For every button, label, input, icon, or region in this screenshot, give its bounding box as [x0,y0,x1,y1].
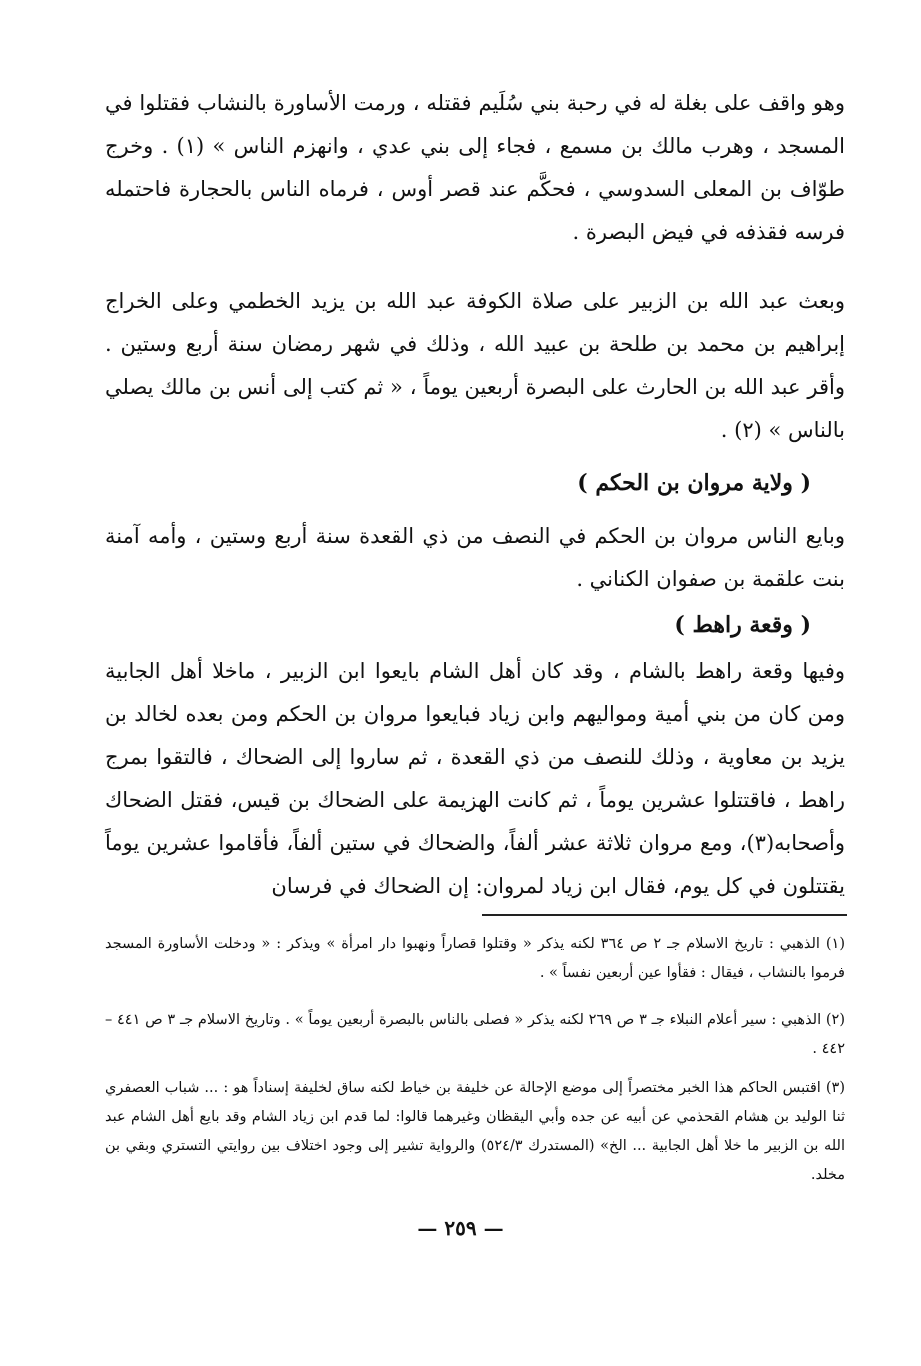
footnote-1-block [105,930,845,988]
footnote-1: (١) الذهبي : تاريخ الاسلام جـ ٢ ص ٣٦٤ لكنه يذكر « وقتلوا قصاراً ونهبوا دار امرأة » ويذكر : « ودخلت الأساورة المسجد فرموا بالنشاب ، فيقال : فقأوا عين أربعين نفساً » . [105,936,845,981]
footnote-2: (٢) الذهبي : سير أعلام النبلاء جـ ٣ ص ٢٦٩ لكنه يذكر « فصلى بالناس بالبصرة أربعين يوماً » . وتاريخ الاسلام جـ ٣ ص ٤٤١ – ٤٤٢ . [105,1012,846,1057]
paragraph-3: وبايع الناس مروان بن الحكم في النصف من ذي القعدة سنة أربع وستين ، وأمه آمنة بنت علقمة بن صفوان الكناني . [105,524,845,591]
paragraph-4-block [105,650,845,908]
paragraph-3-block [105,515,845,601]
footnote-3-block [105,1074,845,1190]
footnote-3: (٣) اقتبس الحاكم هذا الخبر مختصراً إلى موضع الإحالة عن خليفة بن خياط لكنه ساق لخليفة إسناداً هو : ... شباب العصفري ثنا الوليد بن هشام القحذمي عن أبيه عن جده وأبي اليقظان وغيرهما قالوا: لما قدم ابن زياد الشام وقد بايع أهل الشام عبد الله بن الزبير ما خلا أهل الجابية ... الخ» (المستدرك ٥٢٤/٣) والرواية تشير إلى وجود اختلاف بين روايتي التستري وبقي بن مخلد. [105,1080,846,1183]
page-number: — ٢٥٩ — [417,1216,504,1240]
paragraph-4: وفيها وقعة راهط بالشام ، وقد كان أهل الشام بايعوا ابن الزبير ، ماخلا أهل الجابية ومن كان من بني أمية ومواليهم وابن زياد فبايعوا مروان بن الحكم ومن بعده لخالد بن يزيد بن معاوية ، وذلك للنصف من ذي القعدة ، ثم ساروا إلى الضحاك ، فالتقوا بمرج راهط ، فاقتتلوا عشرين يوماً ، ثم كانت الهزيمة على الضحاك بن قيس، فقتل الضحاك وأصحابه(٣)، ومع مروان ثلاثة عشر ألفاً، والضحاك في ستين ألفاً، فأقاموا عشرين يوماً يقتتلون في كل يوم، فقال ابن زياد لمروان: إن الضحاك في فرسان [105,659,846,898]
footnote-divider [482,914,847,916]
section-heading-marwan: ( ولاية مروان بن الحكم ) [577,470,811,496]
paragraph-2: وبعث عبد الله بن الزبير على صلاة الكوفة عبد الله بن يزيد الخطمي وعلى الخراج إبراهيم بن محمد بن طلحة بن عبيد الله ، وذلك في شهر رمضان سنة أربع وستين . وأقر عبد الله بن الحارث على البصرة أربعين يوماً ، « ثم كتب إلى أنس بن مالك يصلي بالناس » (٢) . [105,289,845,442]
paragraph-2-block [105,280,845,452]
section-heading-rahit: ( وقعة راهط ) [674,612,811,638]
paragraph-1: وهو واقف على بغلة له في رحبة بني سُلَيم فقتله ، ورمت الأساورة بالنشاب فقتلوا في المسجد ، وهرب مالك بن مسمع ، فجاء إلى بني عدي ، وانهزم الناس » (١) . وخرج طوّاف بن المعلى السدوسي ، فحكَّم عند قصر أوس ، فرماه الناس بالحجارة فاحتمله فرسه فقذفه في فيض البصرة . [105,91,845,244]
paragraph-1-block [105,82,845,254]
footnote-2-block [105,1006,845,1064]
